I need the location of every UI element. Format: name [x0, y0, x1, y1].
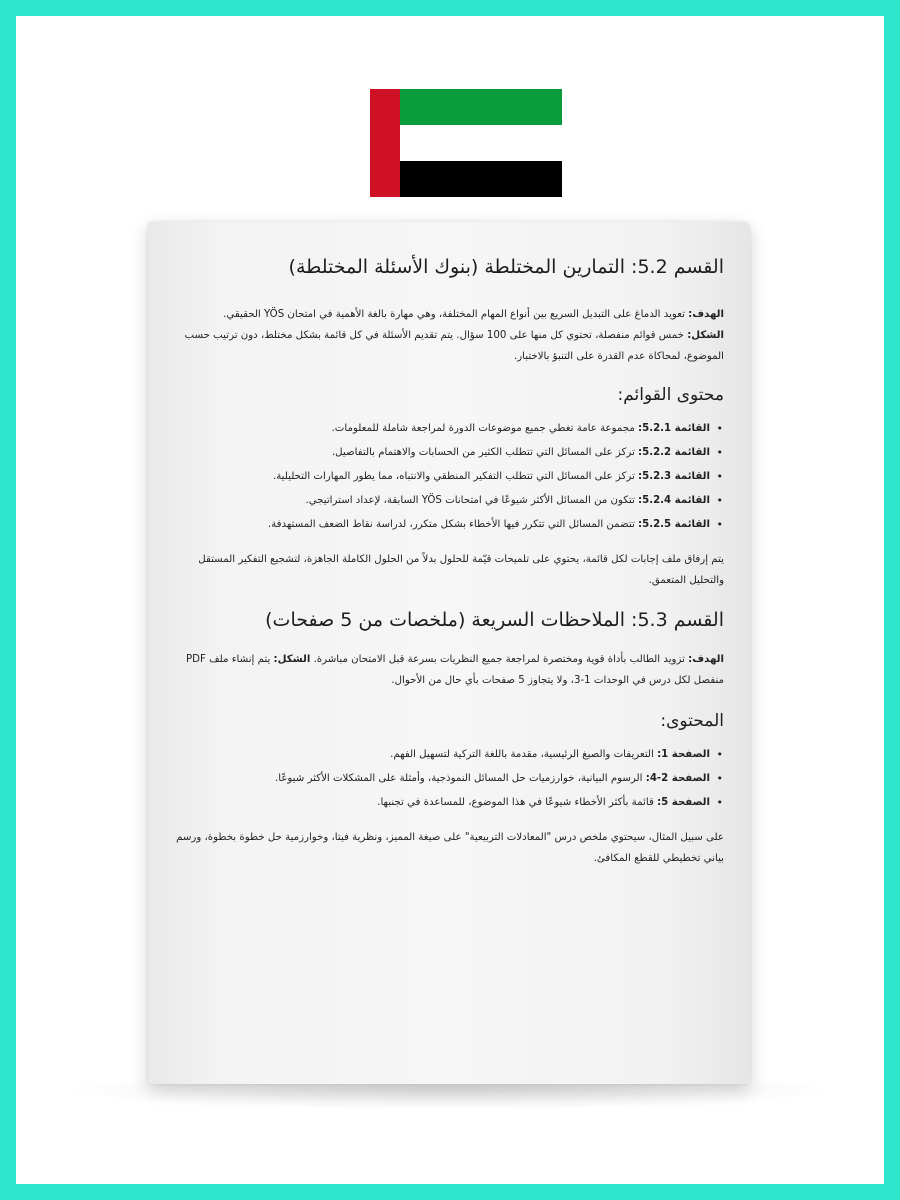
uae-flag-icon	[370, 89, 562, 197]
lists-list	[176, 417, 724, 537]
section-5-3-example: على سبيل المثال، سيحتوي ملخص درس "المعادلات التربيعية" على صيغة المميز، ونظرية فيتا، وخوارزمية حل خطوة بخطوة، ورسم بياني تخطيطي للقطع المكافئ.	[176, 832, 724, 864]
section-5-3-goal-form: الهدف: تزويد الطالب بأداة قوية ومختصرة لمراجعة جميع النظريات بسرعة قبل الامتحان مباشرة. الشكل: يتم إنشاء ملف PDF منفصل لكل درس في الوحدات 1-3، ولا يتجاوز 5 صفحات بأي حال من الأحوال.	[186, 654, 724, 686]
section-5-2-goal: الهدف: تعويد الدماغ على التبديل السريع بين أنواع المهام المختلفة، وهي مهارة بالغة الأهمية في امتحان YÖS الحقيقي.	[223, 309, 724, 320]
list-item: • الصفحة 5: قائمة بأكثر الأخطاء شيوعًا في هذا الموضوع، للمساعدة في تجنبها.	[176, 791, 710, 815]
section-5-2-form: الشكل: خمس قوائم منفصلة، تحتوي كل منها على 100 سؤال. يتم تقديم الأسئلة في كل قائمة بشكل مختلط، دون ترتيب حسب الموضوع، لمحاكاة عدم القدرة على التنبؤ بالاختبار.	[184, 330, 724, 362]
lists-heading: محتوى القوائم:	[617, 385, 724, 405]
list-item: • القائمة 5.2.4: تتكون من المسائل الأكثر شيوعًا في امتحانات YÖS السابقة، لإعداد استراتيجي.	[176, 489, 710, 513]
document-page	[148, 222, 750, 1084]
list-item: • القائمة 5.2.5: تتضمن المسائل التي تتكرر فيها الأخطاء بشكل متكرر، لدراسة نقاط الضعف المستهدفة.	[176, 513, 710, 537]
list-item: • الصفحة 2-4: الرسوم البيانية، خوارزميات حل المسائل النموذجية، وأمثلة على المشكلات الأكثر شيوعًا.	[176, 767, 710, 791]
section-5-2-title: القسم 5.2: التمارين المختلطة (بنوك الأسئلة المختلطة)	[288, 256, 724, 278]
document-content	[176, 252, 724, 869]
content-heading: المحتوى:	[660, 711, 724, 731]
list-item: • الصفحة 1: التعريفات والصيغ الرئيسية، مقدمة باللغة التركية لتسهيل الفهم.	[176, 743, 710, 767]
list-item: • القائمة 5.2.2: تركز على المسائل التي تتطلب الكثير من الحسابات والاهتمام بالتفاصيل.	[176, 441, 710, 465]
section-5-2-note: يتم إرفاق ملف إجابات لكل قائمة، يحتوي على تلميحات قيّمة للحلول بدلاً من الحلول الكاملة الجاهزة، لتشجيع التفكير المستقل والتحليل المتعمق.	[198, 554, 724, 586]
list-item: • القائمة 5.2.1: مجموعة عامة تغطي جميع موضوعات الدورة لمراجعة شاملة للمعلومات.	[176, 417, 710, 441]
pages-list	[176, 743, 724, 815]
section-5-3-title: القسم 5.3: الملاحظات السريعة (ملخصات من 5 صفحات)	[265, 609, 724, 631]
list-item: • القائمة 5.2.3: تركز على المسائل التي تتطلب التفكير المنطقي والانتباه، مما يطور المهارات التحليلية.	[176, 465, 710, 489]
